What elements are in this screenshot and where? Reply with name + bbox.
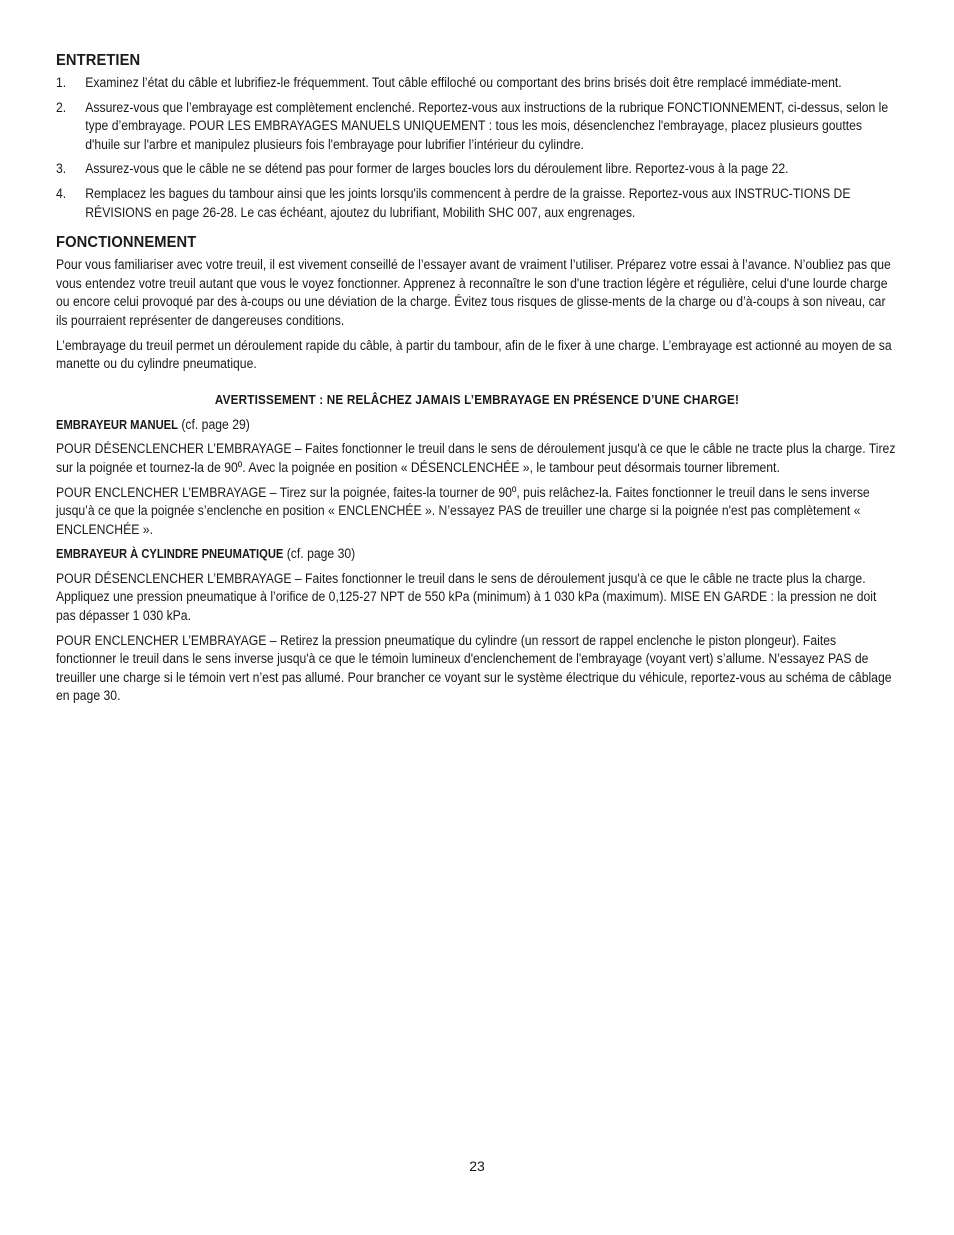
list-item <box>56 99 898 155</box>
paragraph-intro: Pour vous familiariser avec votre treuil, il est vivement conseillé de l’essayer avant de vraiment l’utiliser. Préparez votre essai à l’avance. N’oubliez pas que vous entendez votre treuil autant que vous le voyez fonctionner. Apprenez à reconnaître le son d'une traction légère et régulière, celui d'une lourde charge ou encore celui provoqué par des à-coups ou une déviation de la charge. Évitez tous risques de glisse-ments de la charge ou d’à-coups à son niveau, car ils pourraient représenter de dangereuses conditions. <box>56 257 891 329</box>
list-number: 2. <box>56 99 67 116</box>
manual-title: EMBRAYEUR MANUEL <box>56 416 178 432</box>
list-number: 4. <box>56 185 67 202</box>
list-item-text: Examinez l’état du câble et lubrifiez-le fréquemment. Tout câble effiloché ou comportant des brins brisés doit être remplacé immédiate-ment. <box>85 75 842 91</box>
subheading-manual <box>56 416 898 435</box>
manual-ref: (cf. page 29) <box>177 416 250 433</box>
list-item-text: Assurez-vous que le câble ne se détend pas pour former de larges boucles lors du déroulement libre. Reportez-vous à la page 22. <box>85 161 789 178</box>
paragraph-pneumatic-engage: POUR ENCLENCHER L’EMBRAYAGE – Retirez la pression pneumatique du cylindre (un ressort de rappel enclenche le piston plongeur). Faites fonctionner le treuil dans le sens inverse jusqu'à ce que le témoin lumineux d'enclenchement de l'embrayage (voyant vert) s’allume. N’essayez PAS de treuiller une charge si le témoin vert n’est pas allumé. Pour brancher ce voyant sur le système électrique du véhicule, reportez-vous au schéma de câblage en page 30. <box>56 632 892 705</box>
warning-notice: AVERTISSEMENT : NE RELÂCHEZ JAMAIS L’EMBRAYAGE EN PRÉSENCE D’UNE CHARGE! <box>214 391 740 407</box>
pneumatic-title: EMBRAYEUR À CYLINDRE PNEUMATIQUE <box>56 546 284 562</box>
list-number: 3. <box>56 161 67 178</box>
section-heading-entretien: ENTRETIEN <box>56 52 141 69</box>
clutch-instructions <box>56 416 898 706</box>
list-item <box>56 160 898 179</box>
paragraph-clutch: L’embrayage du treuil permet un déroulement rapide du câble, à partir du tambour, afin de le fixer à une charge. L’embrayage est actionné au moyen de sa manette ou du cylindre pneumatique. <box>56 337 892 373</box>
maintenance-list <box>56 74 898 222</box>
list-item-text: Assurez-vous que l’embrayage est complètement enclenché. Reportez-vous aux instructions de la rubrique FONCTIONNEMENT, ci-dessus, selon le type d’embrayage. POUR LES EMBRAYAGES MANUELS UNIQUEMENT : tous les mois, désenclenchez l'embrayage, placez plusieurs gouttes d'huile sur l'arbre et manipulez plusieurs fois l'embrayage pour lubrifier l’intérieur du cylindre. <box>85 99 889 153</box>
subheading-pneumatic <box>56 545 898 564</box>
paragraph-manual-disengage: POUR DÉSENCLENCHER L’EMBRAYAGE – Faites fonctionner le treuil dans le sens de déroulement jusqu'à ce que le câble ne tracte plus la charge. Tirez sur la poignée et tournez-la de 90º. Avec la poignée en position « DÉSENCLENCHÉE », le tambour peut désormais tourner librement. <box>56 441 896 476</box>
section-heading-fonctionnement: FONCTIONNEMENT <box>56 234 197 252</box>
list-item <box>56 74 898 93</box>
fonctionnement-body <box>56 256 898 374</box>
list-item <box>56 185 898 222</box>
list-number: 1. <box>56 75 67 91</box>
paragraph-manual-engage: POUR ENCLENCHER L’EMBRAYAGE – Tirez sur la poignée, faites-la tourner de 90º, puis relâchez-la. Faites fonctionner le treuil dans le sens inverse jusqu’à ce que la poignée s’enclenche en position « ENCLENCHÉE ». N’essayez PAS de treuiller une charge si la poignée n'est pas complètement « ENCLENCHÉE ». <box>56 484 870 538</box>
entretien-body <box>56 74 898 222</box>
pneumatic-ref: (cf. page 30) <box>283 546 356 563</box>
page-number: 23 <box>469 1158 485 1174</box>
page-content <box>56 52 898 712</box>
list-item-text: Remplacez les bagues du tambour ainsi que les joints lorsqu'ils commencent à perdre de la graisse. Reportez-vous aux INSTRUC-TIONS DE RÉVISIONS en page 26-28. Le cas échéant, ajoutez du lubrifiant, Mobilith SHC 007, aux engrenages. <box>85 185 851 221</box>
paragraph-pneumatic-disengage: POUR DÉSENCLENCHER L’EMBRAYAGE – Faites fonctionner le treuil dans le sens de déroulement jusqu'à ce que le câble ne tracte plus la charge. Appliquez une pression pneumatique à l’orifice de 0,125-27 NPT de 550 kPa (minimum) à 1 030 kPa (maximum). MISE EN GARDE : la pression ne doit pas dépasser 1 030 kPa. <box>56 570 877 625</box>
